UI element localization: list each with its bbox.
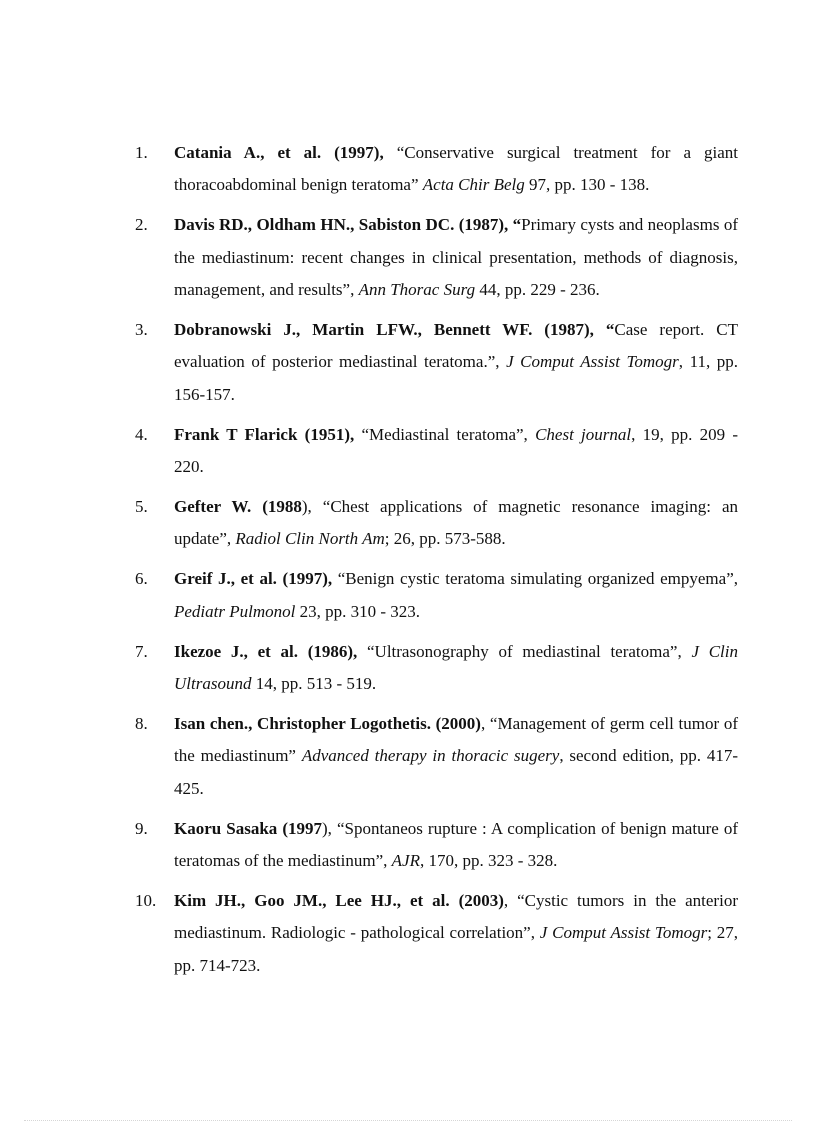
reference-title: ), “Spontaneos rupture : A complication of benign mature of teratomas of the mediastinum”, bbox=[174, 818, 738, 871]
reference-item bbox=[135, 419, 738, 484]
reference-details: 14, pp. 513 - 519. bbox=[251, 674, 377, 694]
page-bottom-divider bbox=[24, 1120, 792, 1121]
reference-title: “Benign cystic teratoma simulating organized empyema”, bbox=[332, 569, 738, 589]
reference-title: , “Management of germ cell tumor of the mediastinum” bbox=[174, 714, 739, 766]
reference-details: , 19, pp. 209 - 220. bbox=[174, 424, 738, 477]
reference-journal: Acta Chir Belg bbox=[422, 175, 525, 195]
reference-title: “Conservative surgical treatment for a giant thoracoabdominal benign teratoma” bbox=[174, 143, 738, 195]
reference-title: , “Cystic tumors in the anterior mediastinum. Radiologic - pathological correlation”, bbox=[174, 891, 738, 943]
reference-item bbox=[135, 137, 738, 202]
reference-authors: Isan chen., Christopher Logothetis. (2000) bbox=[174, 714, 481, 733]
reference-title: ), “Chest applications of magnetic resonance imaging: an update”, bbox=[174, 497, 739, 549]
reference-journal: Ann Thorac Surg bbox=[358, 280, 476, 300]
reference-journal: Radiol Clin North Am bbox=[235, 529, 385, 549]
reference-title: Case report. CT evaluation of posterior mediastinal teratoma.”, bbox=[174, 320, 738, 372]
reference-title: “Mediastinal teratoma”, bbox=[354, 424, 536, 444]
reference-authors: Greif J., et al. (1997), bbox=[174, 569, 333, 589]
reference-journal: Pediatr Pulmonol bbox=[174, 601, 296, 621]
reference-details: , 170, pp. 323 - 328. bbox=[419, 851, 558, 871]
reference-list bbox=[135, 137, 738, 990]
reference-item bbox=[135, 563, 738, 628]
reference-authors: Davis RD., Oldham HN., Sabiston DC. (1987), “ bbox=[174, 215, 522, 235]
reference-item bbox=[135, 708, 738, 805]
reference-item bbox=[135, 636, 738, 701]
reference-number: 7. bbox=[135, 641, 148, 661]
reference-item bbox=[135, 885, 738, 982]
reference-authors: Kim JH., Goo JM., Lee HJ., et al. (2003) bbox=[174, 891, 504, 911]
reference-authors: Dobranowski J., Martin LFW., Bennett WF. (1987), “ bbox=[174, 320, 615, 340]
reference-title: Primary cysts and neoplasms of the mediastinum: recent changes in clinical presentation, methods of diagnosis, management, and results”, bbox=[174, 215, 738, 300]
reference-journal: J Comput Assist Tomogr bbox=[506, 352, 679, 372]
reference-number: 4. bbox=[135, 424, 148, 444]
reference-details: , 11, pp. 156-157. bbox=[174, 352, 739, 404]
reference-details: ; 26, pp. 573-588. bbox=[384, 529, 506, 549]
reference-authors: Kaoru Sasaka (1997 bbox=[174, 818, 322, 838]
reference-journal: AJR bbox=[391, 851, 420, 871]
reference-journal: J Comput Assist Tomogr bbox=[539, 923, 708, 943]
reference-details: 97, pp. 130 - 138. bbox=[524, 175, 650, 195]
reference-authors: Catania A., et al. (1997), bbox=[174, 143, 384, 162]
reference-journal: Advanced therapy in thoracic sugery bbox=[301, 746, 560, 766]
reference-details: 23, pp. 310 - 323. bbox=[295, 601, 421, 621]
reference-details: 44, pp. 229 - 236. bbox=[475, 280, 600, 300]
reference-number: 8. bbox=[135, 714, 148, 733]
reference-title: “Ultrasonography of mediastinal teratoma”, bbox=[357, 641, 692, 661]
reference-item bbox=[135, 314, 738, 411]
reference-number: 1. bbox=[135, 143, 148, 162]
reference-journal: J Clin Ultrasound bbox=[174, 641, 738, 694]
reference-item bbox=[135, 209, 738, 306]
reference-number: 10. bbox=[135, 891, 157, 911]
reference-authors: Gefter W. (1988 bbox=[174, 497, 302, 517]
reference-number: 6. bbox=[135, 569, 148, 589]
reference-journal: Chest journal bbox=[535, 424, 632, 444]
reference-details: , second edition, pp. 417- 425. bbox=[174, 746, 738, 798]
reference-authors: Ikezoe J., et al. (1986), bbox=[174, 641, 358, 661]
reference-item bbox=[135, 813, 738, 878]
reference-number: 3. bbox=[135, 320, 148, 340]
reference-details: ; 27, pp. 714-723. bbox=[174, 923, 738, 975]
reference-number: 5. bbox=[135, 497, 148, 517]
reference-authors: Frank T Flarick (1951), bbox=[174, 424, 355, 444]
reference-item bbox=[135, 491, 738, 556]
reference-number: 9. bbox=[135, 818, 148, 838]
reference-number: 2. bbox=[135, 215, 148, 235]
